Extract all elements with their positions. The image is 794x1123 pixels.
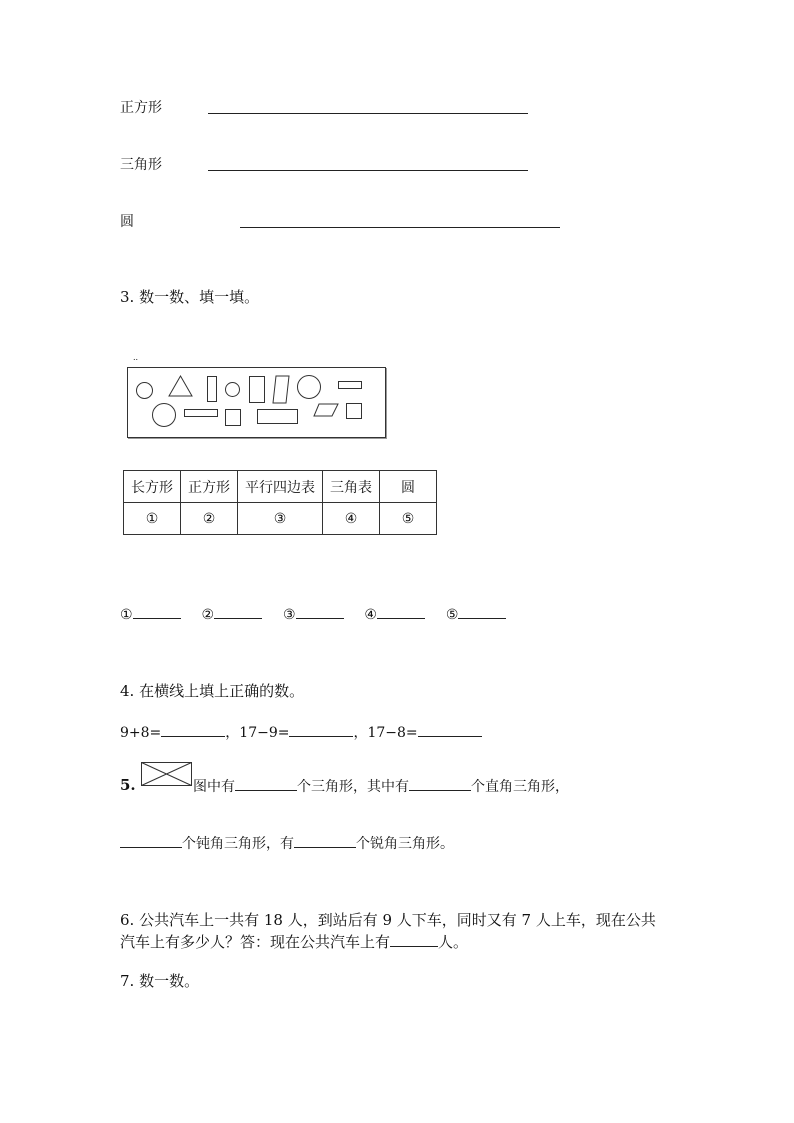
q5-line1 [193,776,569,796]
q6-text: 人。 [438,933,469,951]
label-circle: 圆 [120,214,134,230]
small-mark: .. [133,353,139,362]
answer-marker: ⑤ [445,607,459,623]
q5-number: 5. [120,776,136,794]
shapes-figure [127,367,386,438]
answer-marker: ④ [364,607,377,623]
rectangle-shape [207,376,217,402]
rectangle-shape [184,409,218,417]
label-square: 正方形 [120,100,162,116]
shape-count-table [123,470,437,535]
q7-title: 7. 数一数。 [120,972,200,990]
parallelogram-shape [271,375,291,404]
answer-blank[interactable] [120,835,182,848]
q5-line2 [120,833,454,853]
table-number-cell[interactable]: ④ [323,503,380,535]
table-header-row [124,471,437,503]
square-shape [346,403,362,419]
table-header-cell: 正方形 [181,471,238,503]
answer-marker: ① [120,607,133,623]
answer-marker: ③ [282,607,296,623]
q5-text: 个锐角三角形。 [356,836,454,852]
table-number-cell[interactable]: ③ [238,503,323,535]
answer-blank[interactable] [289,724,353,737]
square-shape [225,409,241,426]
equation-1: 9+8= [120,725,162,741]
q6-text: 汽车上有多少人？答：现在公共汽车上有 [120,933,391,951]
q4-equations [120,722,482,742]
table-number-row [124,503,437,535]
q5-text: 图中有 [193,779,235,795]
equation-2: ，17−9= [225,725,290,741]
answer-blank[interactable] [377,606,425,619]
q3-title: 3. 数一数、填一填。 [120,288,260,306]
answer-blank[interactable] [161,724,225,737]
answer-blank[interactable] [418,724,482,737]
q4-title: 4. 在横线上填上正确的数。 [120,682,305,700]
equation-3: ，17−8= [353,725,418,741]
label-triangle: 三角形 [120,157,162,173]
circle-shape [297,375,321,399]
table-header-cell: 三角表 [323,471,380,503]
rectangle-shape [338,381,362,389]
answer-blank[interactable] [390,934,438,947]
answer-line-circle[interactable] [240,227,560,228]
circle-shape [225,382,240,397]
q5-text: 个直角三角形， [471,779,569,795]
answer-blank[interactable] [409,778,471,791]
answer-blank[interactable] [133,606,181,619]
table-number-cell[interactable]: ① [124,503,181,535]
q6-line2 [120,931,468,952]
table-header-cell: 长方形 [124,471,181,503]
answer-line-triangle[interactable] [208,170,528,171]
answer-marker: ② [201,607,215,623]
triangle-shape [168,375,193,397]
circle-shape [136,382,153,399]
rectangle-shape [257,409,298,424]
q5-text: 个三角形，其中有 [297,779,409,795]
circle-shape [152,403,176,427]
q5-text: 个钝角三角形，有 [182,836,294,852]
q6-line1: 6. 公共汽车上一共有 18 人，到站后有 9 人下车，同时又有 7 人上车，现在公共 [120,911,656,929]
answer-line-square[interactable] [208,113,528,114]
answer-blank[interactable] [294,835,356,848]
answer-blank[interactable] [458,606,506,619]
table-number-cell[interactable]: ② [181,503,238,535]
answer-row [120,606,506,623]
table-number-cell[interactable]: ⑤ [380,503,437,535]
rectangle-diagonals-figure [141,762,192,786]
answer-blank[interactable] [214,606,262,619]
answer-blank[interactable] [296,606,344,619]
table-header-cell: 平行四边表 [238,471,323,503]
answer-blank[interactable] [235,778,297,791]
parallelogram-shape [313,403,339,417]
rectangle-shape [249,376,265,403]
table-header-cell: 圆 [380,471,437,503]
